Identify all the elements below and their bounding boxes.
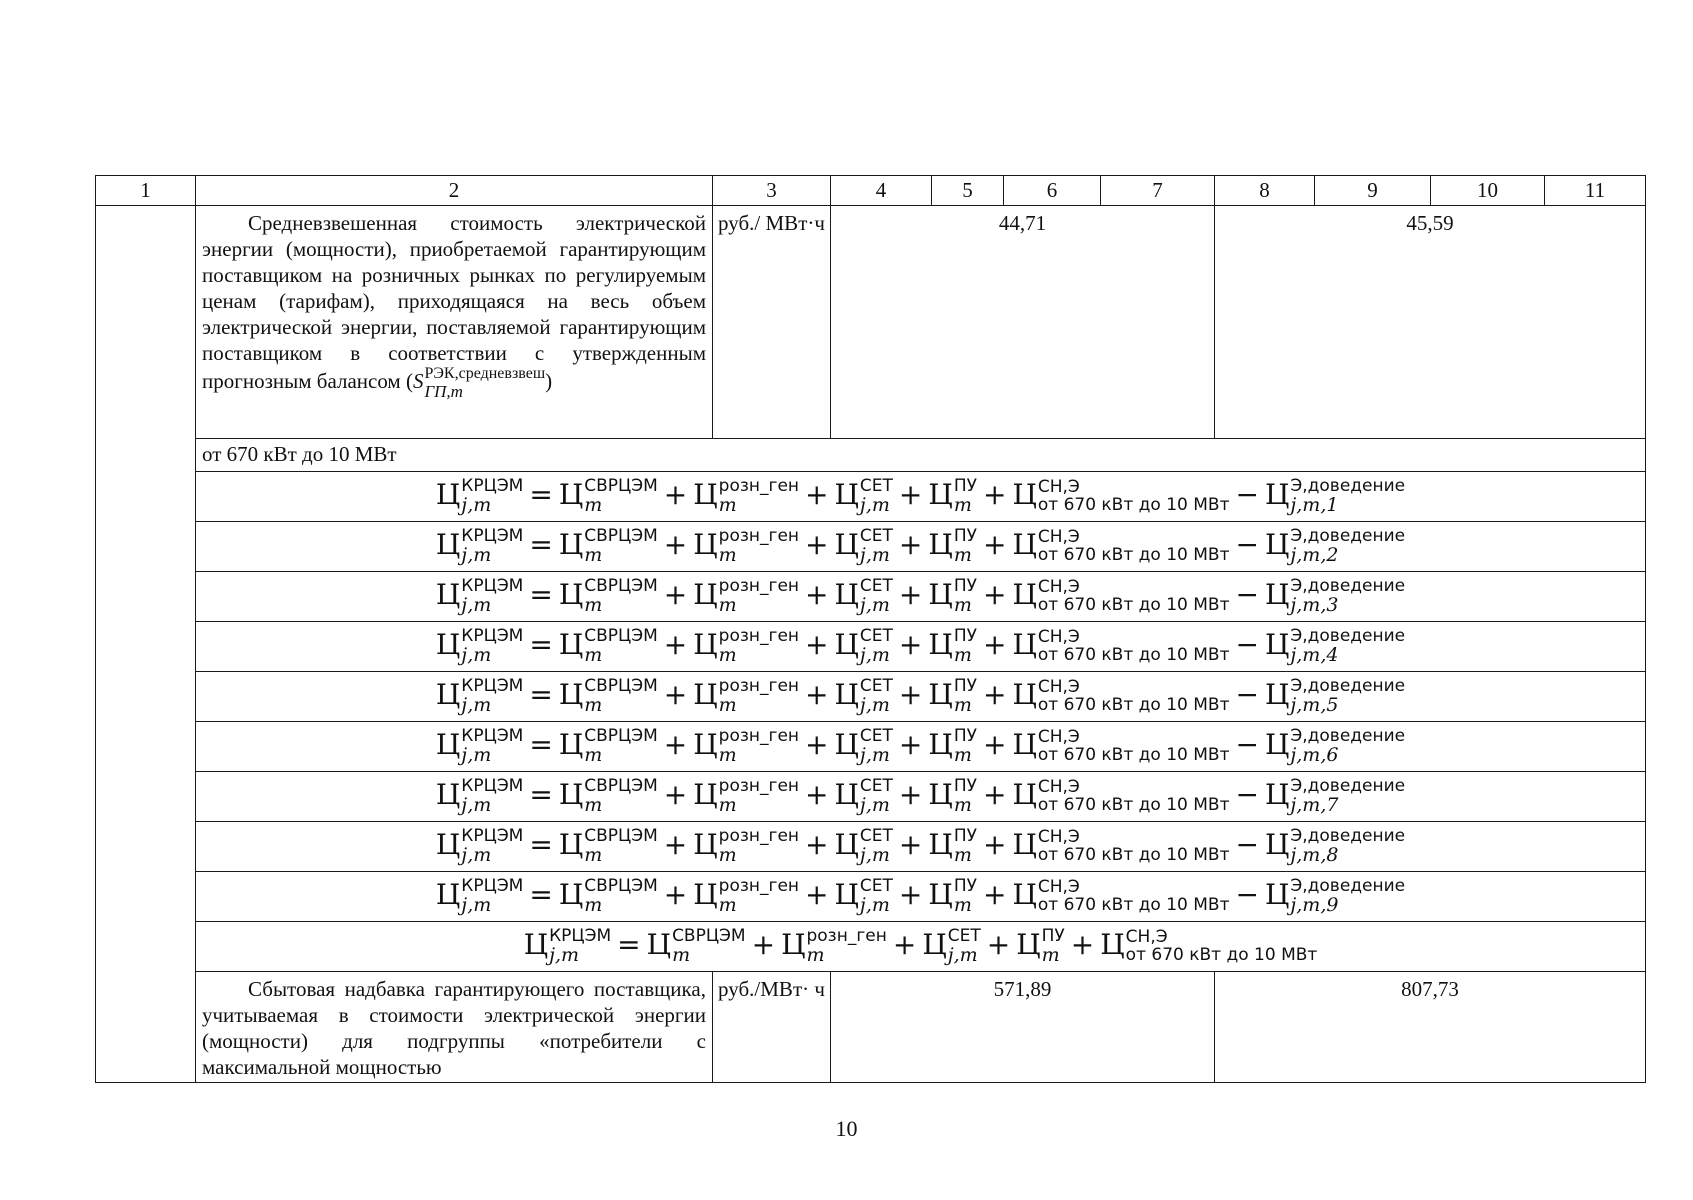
formula-row [96,472,1646,522]
formula-row [96,672,1646,722]
price-formula: Ц КРЦЭМ j,m = Ц СВРЦЭМ m + Ц розн_ген m + Ц СЕТ j,m + Ц ПУ m + Ц СН,Э от 670 кВт до 10 МВт − Ц Э,доведение j,m,1 [435,476,1406,516]
row-number-cell [96,206,196,1083]
value-cell: 45,59 [1215,206,1646,439]
price-formula: Ц КРЦЭМ j,m = Ц СВРЦЭМ m + Ц розн_ген m + Ц СЕТ j,m + Ц ПУ m + Ц СН,Э от 670 кВт до 10 МВт − Ц Э,доведение j,m,6 [435,726,1406,766]
column-number: 10 [1431,176,1545,206]
tariff-table [95,175,1646,1083]
description-text: Сбытовая надбавка гарантирующего поставщика, учитываемая в стоимости электрической энергии (мощности) для подгруппы «потребители с максимальной мощностью [202,977,706,1079]
voltage-subheader-row [96,439,1646,472]
price-formula: Ц КРЦЭМ j,m = Ц СВРЦЭМ m + Ц розн_ген m + Ц СЕТ j,m + Ц ПУ m + Ц СН,Э от 670 кВт до 10 МВт − Ц Э,доведение j,m,7 [435,776,1406,816]
price-formula: Ц КРЦЭМ j,m = Ц СВРЦЭМ m + Ц розн_ген m + Ц СЕТ j,m + Ц ПУ m + Ц СН,Э от 670 кВт до 10 МВт [523,926,1318,966]
weighted-cost-row [96,206,1646,439]
column-number: 11 [1545,176,1646,206]
column-number-row [96,176,1646,206]
column-number: 2 [196,176,713,206]
price-formula: Ц КРЦЭМ j,m = Ц СВРЦЭМ m + Ц розн_ген m + Ц СЕТ j,m + Ц ПУ m + Ц СН,Э от 670 кВт до 10 МВт − Ц Э,доведение j,m,4 [435,626,1406,666]
price-formula: Ц КРЦЭМ j,m = Ц СВРЦЭМ m + Ц розн_ген m + Ц СЕТ j,m + Ц ПУ m + Ц СН,Э от 670 кВт до 10 МВт − Ц Э,доведение j,m,9 [435,876,1406,916]
indicator-symbol: (S РЭК,средневзвеш ГП,m ) [405,365,553,401]
sales-markup-row [96,972,1646,1083]
formula-row [96,822,1646,872]
formula-row [96,772,1646,822]
symbol-subscript: ГП,m [424,382,463,401]
description-text: Средневзвешенная стоимость электрической энергии (мощности), приобретаемой гарантирующим поставщиком на розничных рынках по регулируемым ценам (тарифам), приходящаяся на весь объем электрической энергии, поставляемой гарантирующим поставщиком в соответствии с утвержденным прогнозным балансом [202,211,706,393]
formula-cell [196,722,1646,772]
indicator-description [196,972,713,1083]
formula-cell [196,622,1646,672]
formula-row [96,522,1646,572]
indicator-description [196,206,713,439]
formula-row [96,722,1646,772]
column-number: 7 [1101,176,1215,206]
column-number: 1 [96,176,196,206]
formula-cell [196,922,1646,972]
value-cell: 807,73 [1215,972,1646,1083]
formula-cell [196,822,1646,872]
column-number: 9 [1315,176,1431,206]
price-formula: Ц КРЦЭМ j,m = Ц СВРЦЭМ m + Ц розн_ген m + Ц СЕТ j,m + Ц ПУ m + Ц СН,Э от 670 кВт до 10 МВт − Ц Э,доведение j,m,5 [435,676,1406,716]
column-number: 4 [831,176,932,206]
column-number: 5 [932,176,1004,206]
formula-cell [196,672,1646,722]
symbol-superscript: РЭК,средневзвеш [424,365,546,382]
formula-cell [196,572,1646,622]
column-number: 8 [1215,176,1315,206]
column-number: 6 [1004,176,1101,206]
formula-row [96,622,1646,672]
page-number: 10 [835,1116,858,1141]
formula-cell [196,472,1646,522]
formula-row [96,872,1646,922]
symbol-base: S [412,368,424,393]
column-number: 3 [713,176,831,206]
subheader-text: от 670 кВт до 10 МВт [196,439,1646,472]
formula-cell [196,522,1646,572]
value-cell: 44,71 [831,206,1215,439]
formula-cell [196,772,1646,822]
unit-cell: руб./МВт· ч [713,972,831,1083]
unit-cell: руб./ МВт·ч [713,206,831,439]
formula-row [96,572,1646,622]
price-formula: Ц КРЦЭМ j,m = Ц СВРЦЭМ m + Ц розн_ген m + Ц СЕТ j,m + Ц ПУ m + Ц СН,Э от 670 кВт до 10 МВт − Ц Э,доведение j,m,3 [435,576,1406,616]
formula-row-final [96,922,1646,972]
price-formula: Ц КРЦЭМ j,m = Ц СВРЦЭМ m + Ц розн_ген m + Ц СЕТ j,m + Ц ПУ m + Ц СН,Э от 670 кВт до 10 МВт − Ц Э,доведение j,m,2 [435,526,1406,566]
value-cell: 571,89 [831,972,1215,1083]
formula-cell [196,872,1646,922]
price-formula: Ц КРЦЭМ j,m = Ц СВРЦЭМ m + Ц розн_ген m + Ц СЕТ j,m + Ц ПУ m + Ц СН,Э от 670 кВт до 10 МВт − Ц Э,доведение j,m,8 [435,826,1406,866]
